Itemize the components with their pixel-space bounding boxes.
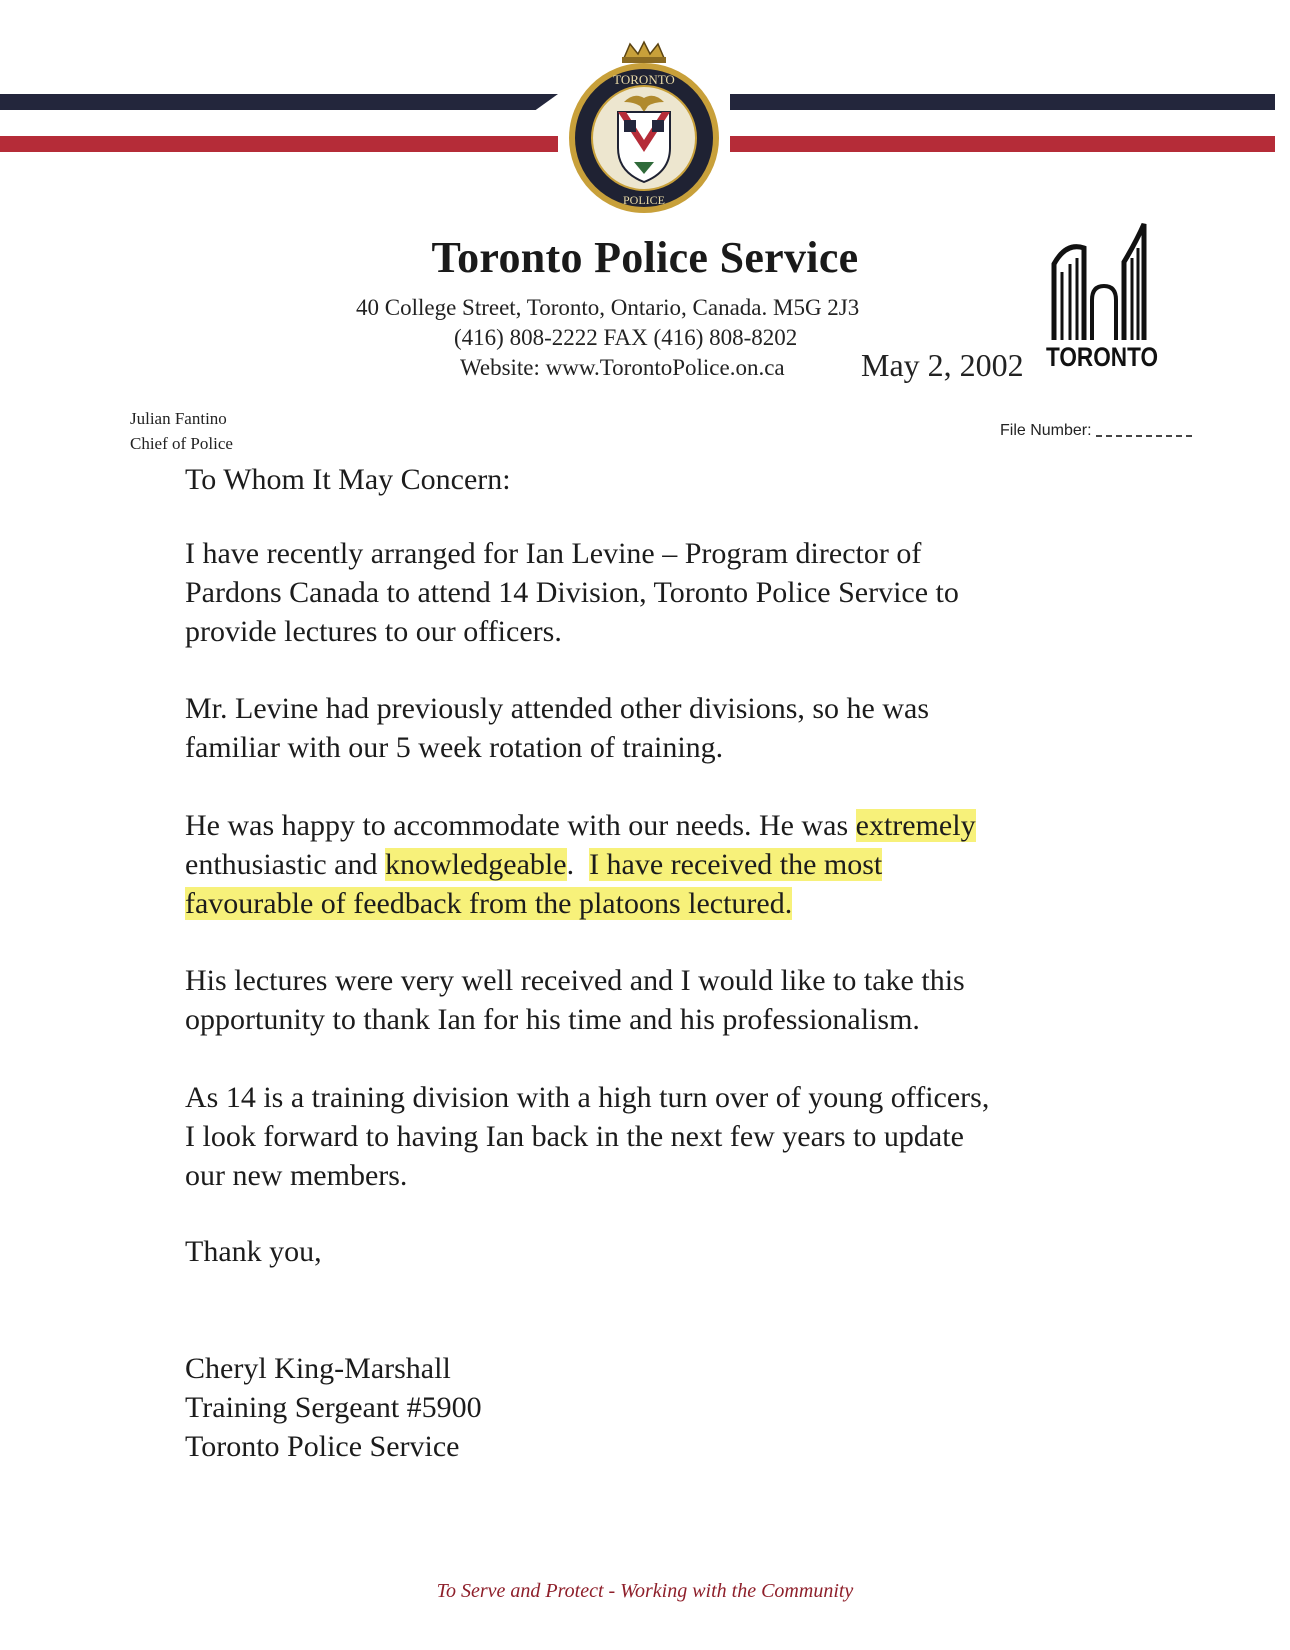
paragraph-line: opportunity to thank Ian for his time and his professionalism. — [185, 1003, 920, 1036]
text-span: . — [566, 848, 590, 881]
header-stripe-navy-left — [0, 94, 558, 110]
paragraph-line: His lectures were very well received and I would like to take this — [185, 964, 965, 997]
header-stripe-navy-right — [730, 94, 1275, 110]
paragraph-line — [185, 884, 1105, 923]
paragraph-line: Mr. Levine had previously attended other divisions, so he was — [185, 692, 930, 725]
address-line: 40 College Street, Toronto, Ontario, Canada. M5G 2J3 — [356, 295, 860, 320]
paragraph-line: familiar with our 5 week rotation of training. — [185, 731, 724, 764]
highlighted-text: knowledgeable — [384, 848, 567, 881]
closing: Thank you, — [185, 1235, 322, 1268]
paragraph-line: I have recently arranged for Ian Levine – Program director of — [185, 537, 922, 570]
signatory-name: Cheryl King-Marshall — [185, 1352, 451, 1385]
chief-title: Chief of Police — [130, 434, 233, 453]
file-number-field — [1000, 422, 1192, 440]
file-number-blank — [1096, 435, 1192, 437]
letter-date: May 2, 2002 — [861, 347, 1024, 383]
phone-fax-line: (416) 808-2222 FAX (416) 808-8202 — [454, 325, 798, 350]
organization-name: Toronto Police Service — [431, 233, 859, 282]
crest-text-top: TORONTO — [613, 72, 675, 87]
paragraph-line: provide lectures to our officers. — [185, 615, 562, 648]
footer-motto: To Serve and Protect - Working with the Community — [436, 1580, 854, 1602]
paragraph-line: Pardons Canada to attend 14 Division, Toronto Police Service to — [185, 576, 959, 609]
file-number-label: File Number: — [1000, 422, 1092, 439]
police-crest-logo — [568, 40, 720, 216]
salutation: To Whom It May Concern: — [185, 463, 511, 496]
header-stripe-red-right — [730, 136, 1275, 152]
crest-text-bottom: POLICE — [623, 193, 665, 207]
signature-block — [185, 1349, 1105, 1466]
paragraph-5 — [185, 1078, 1105, 1195]
paragraph-line: As 14 is a training division with a high turn over of young officers, — [185, 1081, 990, 1114]
paragraph-line — [185, 806, 1105, 845]
header-stripe-red-left — [0, 136, 558, 152]
paragraph-line — [185, 845, 1105, 884]
paragraph-line: I look forward to having Ian back in the next few years to update — [185, 1120, 964, 1153]
text-span: He was happy to accommodate with our needs. He was — [185, 809, 856, 842]
paragraph-3 — [185, 806, 1105, 923]
city-of-toronto-logo — [1040, 222, 1160, 372]
highlighted-text: I have received the most — [589, 848, 883, 881]
chief-name: Julian Fantino — [130, 409, 227, 428]
website-line: Website: www.TorontoPolice.on.ca — [460, 355, 785, 380]
highlighted-text: favourable of feedback from the platoons lectured. — [185, 887, 793, 920]
text-span: enthusiastic and — [185, 848, 385, 881]
signatory-organization: Toronto Police Service — [185, 1430, 460, 1463]
highlighted-text: extremely — [855, 809, 976, 842]
city-logo-text: TORONTO — [1046, 342, 1158, 372]
paragraph-4 — [185, 961, 1105, 1039]
paragraph-line: our new members. — [185, 1159, 408, 1192]
paragraph-2 — [185, 689, 1105, 767]
signatory-title: Training Sergeant #5900 — [185, 1391, 482, 1424]
paragraph-1 — [185, 534, 1105, 651]
